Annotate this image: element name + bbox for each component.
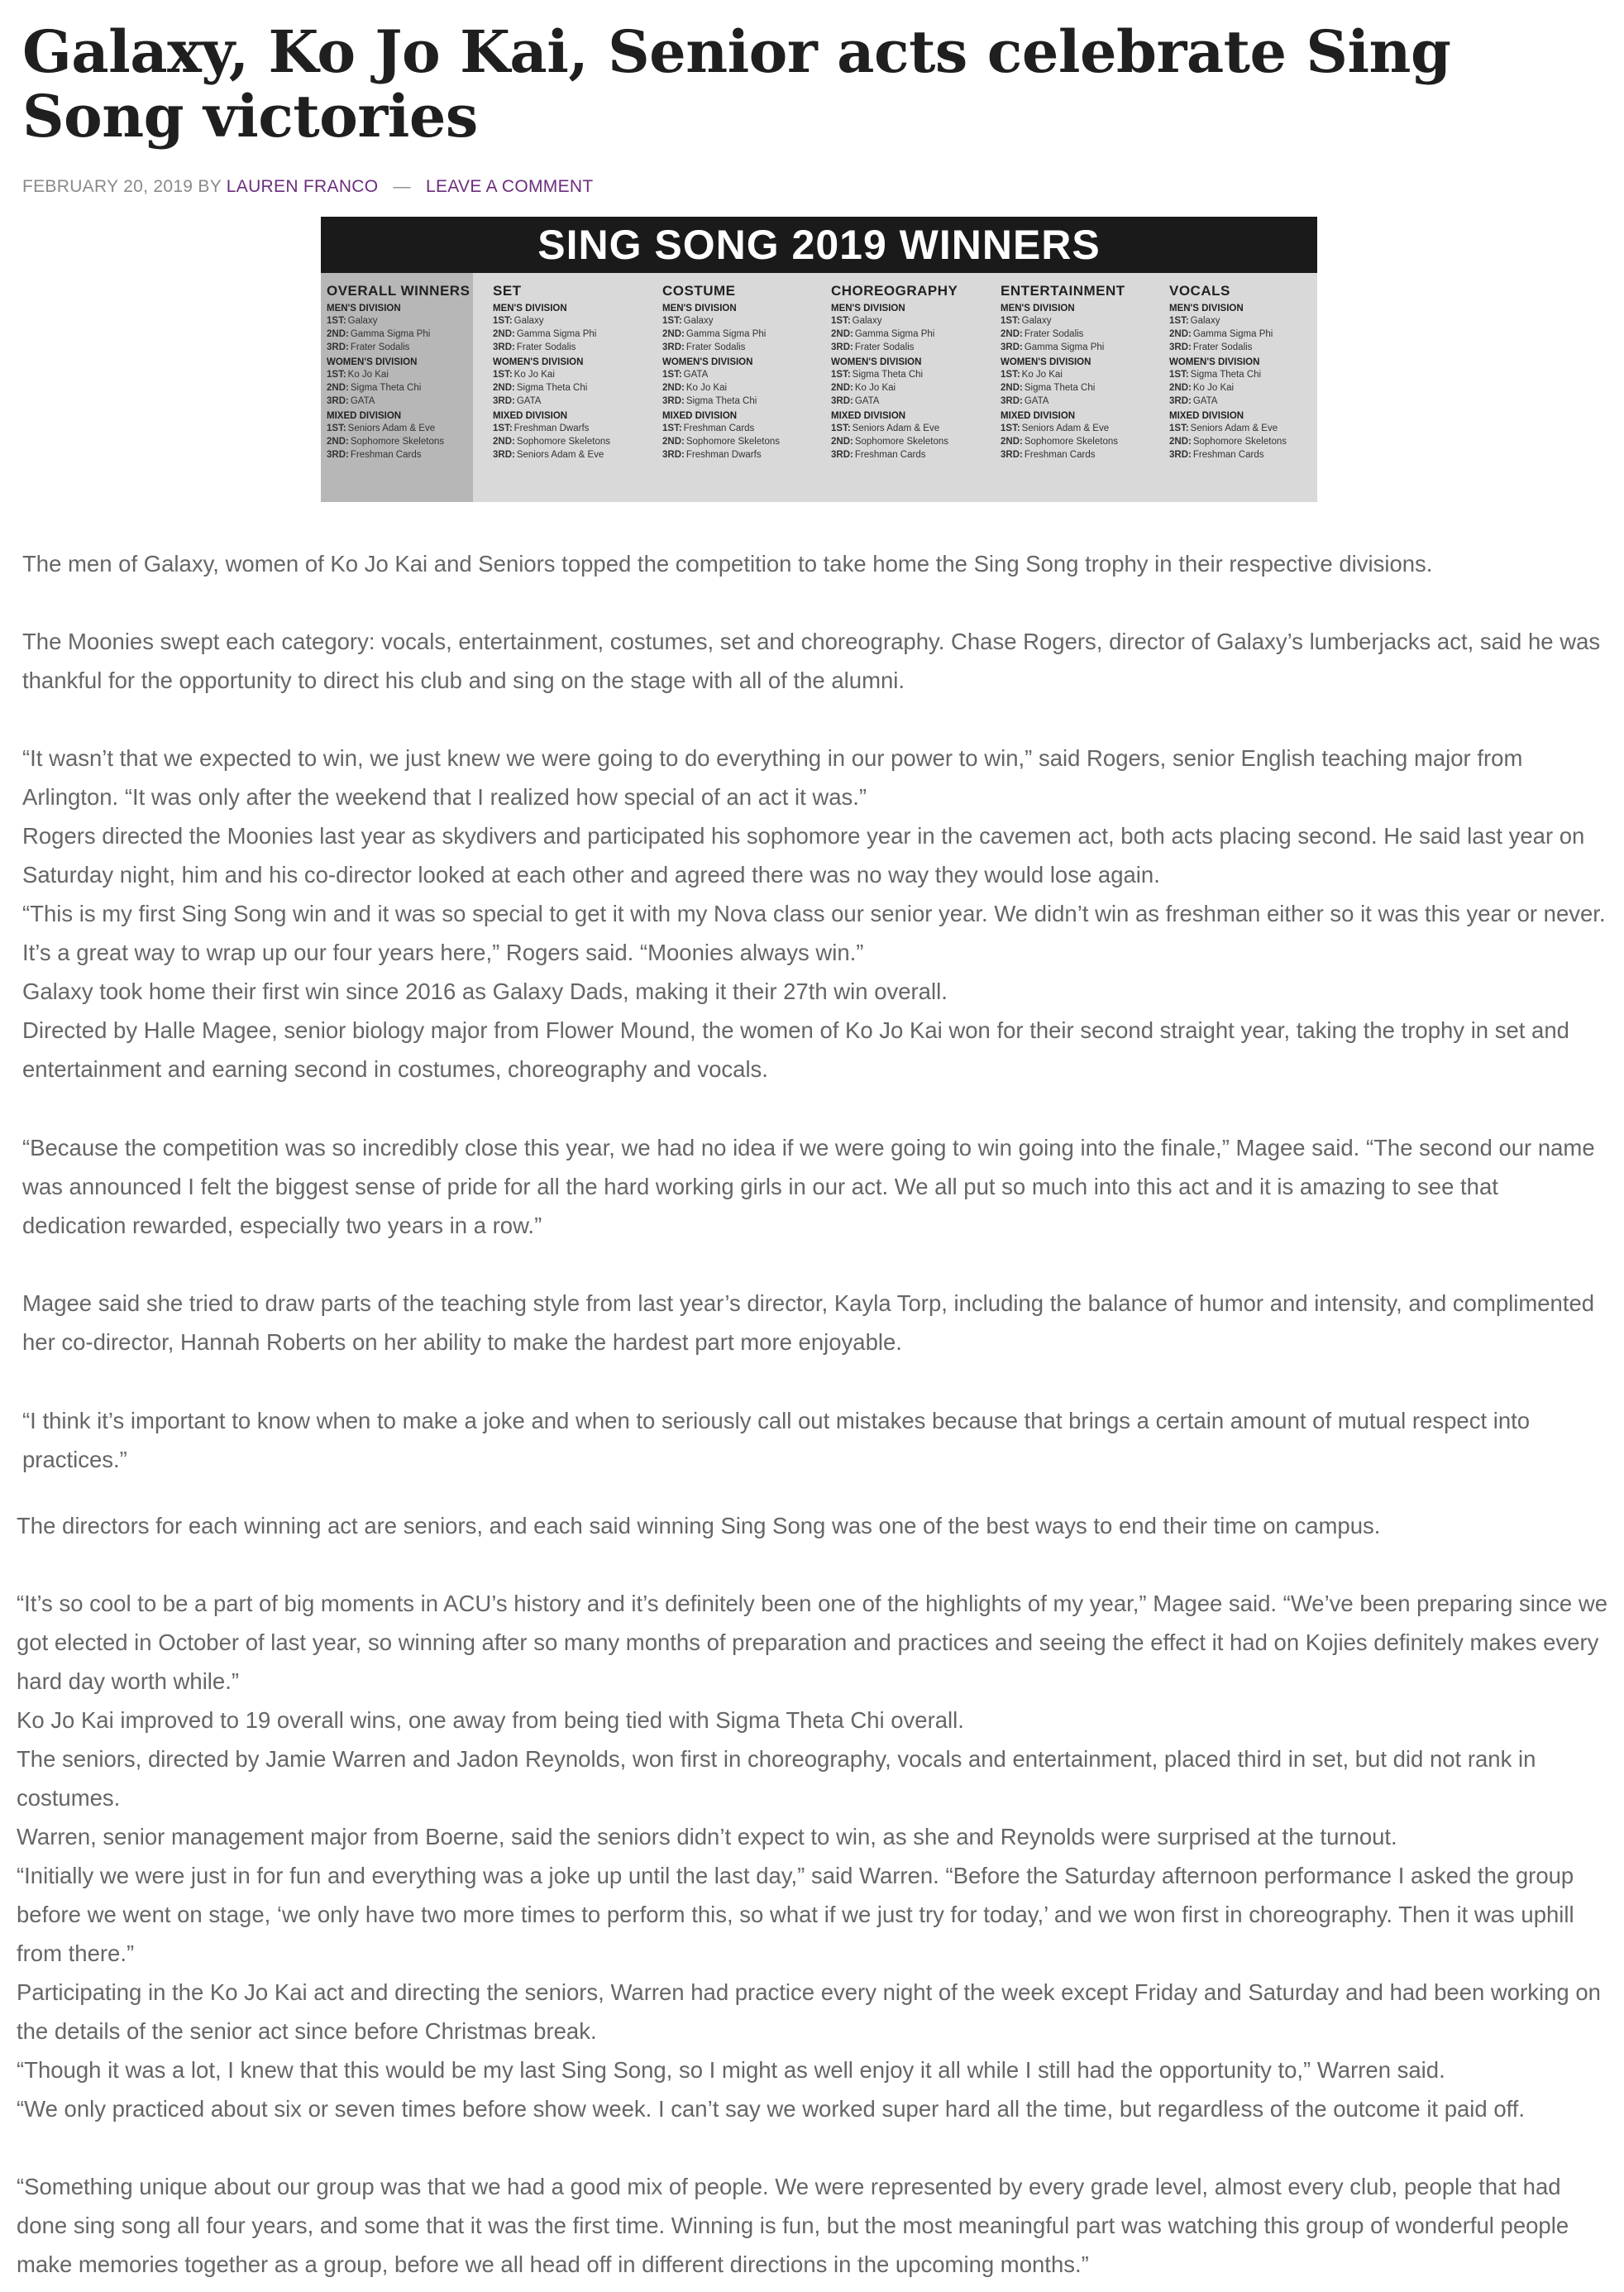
- paragraph: “Something unique about our group was that we had a good mix of people. We were represented by every grade level, almost every club, people that had done sing song all four years, and some that it was the first time. Winning is fun, but the most meaningful part was watching this group of wonderful people make memories together as a group, before we all head off in different directions in the upcoming months.”: [17, 2174, 1569, 2277]
- paragraph: The men of Galaxy, women of Ko Jo Kai and Seniors topped the competition to take home the Sing Song trophy in their respective divisions.: [22, 551, 1433, 577]
- placement-row: [1001, 314, 1166, 328]
- placement-rank: 3RD:: [327, 396, 349, 406]
- placement-rank: 1ST:: [831, 370, 851, 380]
- placement-rank: 3RD:: [327, 450, 349, 460]
- placement-winner: Sigma Theta Chi: [516, 383, 588, 393]
- placement-row: [1169, 381, 1317, 395]
- placement-row: [1001, 368, 1166, 381]
- division-label: MEN'S DIVISION: [493, 304, 567, 313]
- placement-row: [1169, 395, 1317, 408]
- paragraph: “Initially we were just in for fun and everything was a joke up until the last day,” said Warren. “Before the Saturday afternoon performance I asked the group before we went on stage, ‘we only have two more times to perform this, so what if we just try for today,’ and we won first in choreography. Then it was uphill from there.”: [17, 1863, 1574, 1966]
- placement-rank: 2ND:: [327, 383, 349, 393]
- division-label: MEN'S DIVISION: [327, 304, 401, 313]
- placement-row: [327, 328, 492, 341]
- placement-rank: 1ST:: [493, 370, 513, 380]
- placement-winner: Ko Jo Kai: [347, 370, 389, 380]
- placement-row: [1169, 448, 1317, 462]
- placement-row: [493, 314, 658, 328]
- placement-rank: 3RD:: [662, 396, 685, 406]
- placement-winner: Gamma Sigma Phi: [685, 329, 767, 339]
- placement-row: [831, 422, 996, 435]
- placement-row: [327, 395, 492, 408]
- paragraph: “It wasn’t that we expected to win, we just knew we were going to do everything in our power to win,” said Rogers, senior English teaching major from Arlington. “It was only after the weekend that I realized how special of an act it was.”: [22, 745, 1523, 810]
- placement-row: [1001, 381, 1166, 395]
- placement-winner: Freshman Cards: [683, 423, 755, 433]
- paragraph: “We only practiced about six or seven times before show week. I can’t say we worked super hard all the time, but regardless of the outcome it paid off.: [17, 2096, 1526, 2122]
- paragraph: The directors for each winning act are seniors, and each said winning Sing Song was one of the best ways to end their time on campus.: [17, 1513, 1381, 1538]
- placement-winner: Frater Sodalis: [350, 342, 410, 352]
- placement-rank: 1ST:: [662, 370, 682, 380]
- placement-rank: 2ND:: [493, 329, 515, 339]
- paragraph: “I think it’s important to know when to make a joke and when to seriously call out mistakes because that brings a certain amount of mutual respect into practices.”: [22, 1408, 1531, 1472]
- placement-winner: Frater Sodalis: [516, 342, 576, 352]
- winners-graphic: [321, 217, 1317, 502]
- placement-rank: 1ST:: [493, 423, 513, 433]
- placement-rank: 3RD:: [831, 342, 853, 352]
- placement-winner: Frater Sodalis: [1024, 329, 1084, 339]
- placement-rank: 3RD:: [1001, 342, 1023, 352]
- placement-winner: Gamma Sigma Phi: [516, 329, 597, 339]
- category-column: [327, 283, 492, 462]
- division-label: MEN'S DIVISION: [1169, 304, 1244, 313]
- placement-row: [662, 435, 828, 448]
- placement-row: [831, 368, 996, 381]
- placement-rank: 2ND:: [493, 437, 515, 447]
- placement-winner: Sophomore Skeletons: [685, 437, 780, 447]
- placement-winner: Ko Jo Kai: [685, 383, 728, 393]
- placement-rank: 2ND:: [662, 437, 685, 447]
- placement-row: [493, 381, 658, 395]
- placement-rank: 1ST:: [327, 423, 346, 433]
- placement-row: [662, 422, 828, 435]
- placement-winner: Seniors Adam & Eve: [1021, 423, 1110, 433]
- division-label: MIXED DIVISION: [1169, 411, 1244, 421]
- paragraph: Ko Jo Kai improved to 19 overall wins, one away from being tied with Sigma Theta Chi overall.: [17, 1707, 964, 1733]
- placement-rank: 1ST:: [662, 423, 682, 433]
- placement-row: [662, 314, 828, 328]
- placement-winner: Freshman Cards: [1024, 450, 1096, 460]
- placement-rank: 3RD:: [493, 450, 515, 460]
- placement-row: [327, 435, 492, 448]
- category-column: [662, 283, 828, 462]
- placement-rank: 1ST:: [1001, 316, 1020, 326]
- placement-row: [662, 381, 828, 395]
- placement-winner: Seniors Adam & Eve: [516, 450, 604, 460]
- placement-rank: 2ND:: [327, 329, 349, 339]
- paragraph: “Because the competition was so incredibly close this year, we had no idea if we were going to win going into the finale,” Magee said. “The second our name was announced I felt the biggest sense of pride for all the hard working girls in our act. We all put so much into this act and it is amazing to see that dedication rewarded, especially two years in a row.”: [22, 1135, 1595, 1238]
- placement-rank: 2ND:: [493, 383, 515, 393]
- placement-rank: 2ND:: [1001, 437, 1023, 447]
- category-heading: ENTERTAINMENT: [1001, 283, 1125, 299]
- placement-winner: Seniors Adam & Eve: [852, 423, 940, 433]
- placement-rank: 3RD:: [493, 342, 515, 352]
- placement-row: [327, 368, 492, 381]
- placement-rank: 2ND:: [1169, 437, 1192, 447]
- placement-rank: 1ST:: [1169, 423, 1189, 433]
- division-label: WOMEN'S DIVISION: [831, 357, 922, 367]
- placement-rank: 1ST:: [327, 316, 346, 326]
- placement-winner: Freshman Cards: [854, 450, 926, 460]
- paragraph: The seniors, directed by Jamie Warren and Jadon Reynolds, won first in choreography, vocals and entertainment, placed third in set, but did not rank in costumes.: [17, 1746, 1536, 1811]
- placement-rank: 1ST:: [1169, 316, 1189, 326]
- placement-rank: 1ST:: [1001, 423, 1020, 433]
- division-label: MEN'S DIVISION: [1001, 304, 1075, 313]
- placement-rank: 2ND:: [662, 383, 685, 393]
- division-label: MIXED DIVISION: [831, 411, 906, 421]
- placement-row: [1169, 368, 1317, 381]
- placement-row: [327, 341, 492, 354]
- placement-row: [1001, 435, 1166, 448]
- category-column: [1169, 283, 1317, 462]
- placement-rank: 2ND:: [662, 329, 685, 339]
- placement-winner: Sophomore Skeletons: [516, 437, 610, 447]
- placement-rank: 3RD:: [1169, 396, 1192, 406]
- placement-rank: 1ST:: [662, 316, 682, 326]
- paragraph: “Though it was a lot, I knew that this would be my last Sing Song, so I might as well enjoy it all while I still had the opportunity to,” Warren said.: [17, 2057, 1445, 2083]
- category-heading: CHOREOGRAPHY: [831, 283, 958, 299]
- placement-row: [831, 328, 996, 341]
- division-label: MIXED DIVISION: [1001, 411, 1076, 421]
- placement-row: [831, 448, 996, 462]
- placement-row: [327, 448, 492, 462]
- placement-row: [1169, 314, 1317, 328]
- placement-rank: 1ST:: [1169, 370, 1189, 380]
- placement-winner: Ko Jo Kai: [513, 370, 555, 380]
- placement-winner: GATA: [1192, 396, 1218, 406]
- placement-winner: GATA: [1024, 396, 1049, 406]
- paragraph: Magee said she tried to draw parts of the teaching style from last year’s director, Kayla Torp, including the balance of humor and intensity, and complimented her co-director, Hannah Roberts on her ability to make the hardest part more enjoyable.: [22, 1290, 1595, 1355]
- paragraph: Warren, senior management major from Boerne, said the seniors didn’t expect to win, as she and Reynolds were surprised at the turnout.: [17, 1824, 1397, 1849]
- placement-rank: 3RD:: [1169, 450, 1192, 460]
- placement-winner: Freshman Dwarfs: [685, 450, 762, 460]
- placement-row: [831, 435, 996, 448]
- category-heading: SET: [493, 283, 522, 299]
- placement-winner: Galaxy: [1021, 316, 1052, 326]
- paragraph: The Moonies swept each category: vocals, entertainment, costumes, set and choreography. Chase Rogers, director of Galaxy’s lumberjacks act, said he was thankful for the opportunity to direct his club and sing on the stage with all of the alumni.: [22, 629, 1601, 693]
- placement-winner: Freshman Cards: [1192, 450, 1264, 460]
- placement-winner: GATA: [683, 370, 709, 380]
- placement-rank: 3RD:: [327, 342, 349, 352]
- placement-winner: Galaxy: [1190, 316, 1220, 326]
- author-link[interactable]: LAUREN FRANCO: [226, 177, 379, 196]
- paragraph: Participating in the Ko Jo Kai act and directing the seniors, Warren had practice every night of the week except Friday and Saturday and had been working on the details of the senior act since before Christmas break.: [17, 1979, 1601, 2044]
- placement-row: [1001, 328, 1166, 341]
- placement-rank: 2ND:: [831, 329, 853, 339]
- division-label: WOMEN'S DIVISION: [662, 357, 753, 367]
- category-heading: VOCALS: [1169, 283, 1230, 299]
- placement-rank: 1ST:: [327, 370, 346, 380]
- placement-rank: 2ND:: [1001, 329, 1023, 339]
- division-label: MIXED DIVISION: [493, 411, 568, 421]
- placement-rank: 3RD:: [662, 450, 685, 460]
- paragraph: Rogers directed the Moonies last year as skydivers and participated his sophomore year in the cavemen act, both acts placing second. He said last year on Saturday night, him and his co-director looked at each other and agreed there was no way they would lose again.: [22, 823, 1585, 888]
- placement-row: [493, 328, 658, 341]
- placement-row: [1001, 395, 1166, 408]
- placement-row: [327, 381, 492, 395]
- division-label: WOMEN'S DIVISION: [1169, 357, 1260, 367]
- placement-winner: Frater Sodalis: [1192, 342, 1253, 352]
- category-heading: COSTUME: [662, 283, 736, 299]
- placement-row: [493, 395, 658, 408]
- placement-winner: Sigma Theta Chi: [852, 370, 924, 380]
- placement-row: [662, 328, 828, 341]
- placement-rank: 1ST:: [831, 423, 851, 433]
- placement-row: [1169, 341, 1317, 354]
- placement-winner: Gamma Sigma Phi: [1024, 342, 1105, 352]
- placement-winner: Galaxy: [852, 316, 882, 326]
- placement-rank: 3RD:: [493, 396, 515, 406]
- placement-rank: 3RD:: [1001, 450, 1023, 460]
- placement-row: [662, 448, 828, 462]
- placement-row: [1169, 435, 1317, 448]
- placement-rank: 2ND:: [327, 437, 349, 447]
- placement-row: [1001, 448, 1166, 462]
- paragraph: “This is my first Sing Song win and it was so special to get it with my Nova class our senior year. We didn’t win as freshman either so it was this year or never. It’s a great way to wrap up our four years here,” Rogers said. “Moonies always win.”: [22, 901, 1606, 965]
- placement-winner: Sigma Theta Chi: [1024, 383, 1096, 393]
- placement-rank: 1ST:: [493, 316, 513, 326]
- placement-row: [662, 341, 828, 354]
- placement-rank: 2ND:: [1169, 329, 1192, 339]
- division-label: MEN'S DIVISION: [662, 304, 737, 313]
- placement-rank: 2ND:: [1001, 383, 1023, 393]
- category-column: [493, 283, 658, 462]
- placement-winner: Gamma Sigma Phi: [1192, 329, 1273, 339]
- placement-winner: Gamma Sigma Phi: [350, 329, 431, 339]
- placement-row: [1001, 341, 1166, 354]
- paragraph: “It’s so cool to be a part of big moments in ACU’s history and it’s definitely been one of the highlights of my year,” Magee said. “We’ve been preparing since we got elected in October of last year, so winning after so many months of preparation and practices and seeing the effect it had on Kojies definitely makes every hard day worth while.”: [17, 1591, 1608, 1694]
- placement-row: [831, 395, 996, 408]
- placement-winner: Frater Sodalis: [854, 342, 915, 352]
- placement-rank: 3RD:: [831, 396, 853, 406]
- placement-row: [1001, 422, 1166, 435]
- category-heading: OVERALL WINNERS: [327, 283, 470, 299]
- placement-winner: Seniors Adam & Eve: [1190, 423, 1278, 433]
- placement-winner: Galaxy: [683, 316, 714, 326]
- placement-winner: Sigma Theta Chi: [685, 396, 757, 406]
- placement-winner: Sophomore Skeletons: [350, 437, 444, 447]
- placement-row: [1169, 422, 1317, 435]
- division-label: WOMEN'S DIVISION: [327, 357, 418, 367]
- placement-rank: 3RD:: [1169, 342, 1192, 352]
- placement-winner: Gamma Sigma Phi: [854, 329, 935, 339]
- placement-rank: 3RD:: [1001, 396, 1023, 406]
- placement-rank: 3RD:: [831, 450, 853, 460]
- placement-row: [493, 435, 658, 448]
- placement-winner: Frater Sodalis: [685, 342, 746, 352]
- placement-rank: 3RD:: [662, 342, 685, 352]
- placement-rank: 2ND:: [831, 437, 853, 447]
- placement-winner: Freshman Dwarfs: [513, 423, 590, 433]
- placement-winner: Sigma Theta Chi: [350, 383, 422, 393]
- placement-rank: 1ST:: [1001, 370, 1020, 380]
- placement-row: [662, 395, 828, 408]
- placement-winner: GATA: [854, 396, 880, 406]
- placement-winner: Galaxy: [513, 316, 544, 326]
- paragraph: Directed by Halle Magee, senior biology major from Flower Mound, the women of Ko Jo Kai won for their second straight year, taking the trophy in set and entertainment and earning second in costumes, choreography and vocals.: [22, 1017, 1569, 1082]
- placement-row: [662, 368, 828, 381]
- placement-winner: GATA: [516, 396, 542, 406]
- placement-row: [327, 314, 492, 328]
- division-label: MEN'S DIVISION: [831, 304, 905, 313]
- article-meta: [22, 177, 593, 197]
- placement-row: [327, 422, 492, 435]
- placement-winner: GATA: [350, 396, 375, 406]
- meta-separator: —: [393, 177, 411, 196]
- placement-row: [831, 341, 996, 354]
- paragraph: Galaxy took home their first win since 2016 as Galaxy Dads, making it their 27th win overall.: [22, 979, 948, 1004]
- placement-winner: Ko Jo Kai: [1021, 370, 1063, 380]
- placement-row: [493, 422, 658, 435]
- placement-row: [1169, 328, 1317, 341]
- division-label: MIXED DIVISION: [662, 411, 738, 421]
- placement-rank: 1ST:: [831, 316, 851, 326]
- category-column: [831, 283, 996, 462]
- by-label: BY: [198, 177, 222, 196]
- division-label: WOMEN'S DIVISION: [1001, 357, 1091, 367]
- placement-winner: Sigma Theta Chi: [1190, 370, 1262, 380]
- placement-winner: Freshman Cards: [350, 450, 422, 460]
- division-label: WOMEN'S DIVISION: [493, 357, 584, 367]
- placement-winner: Ko Jo Kai: [1192, 383, 1235, 393]
- leave-comment-link[interactable]: LEAVE A COMMENT: [425, 177, 594, 196]
- placement-rank: 2ND:: [831, 383, 853, 393]
- placement-row: [493, 448, 658, 462]
- placement-winner: Sophomore Skeletons: [854, 437, 948, 447]
- post-date: FEBRUARY 20, 2019: [22, 177, 193, 196]
- category-column: [1001, 283, 1166, 462]
- graphic-banner: SING SONG 2019 WINNERS: [321, 217, 1317, 273]
- placement-row: [493, 368, 658, 381]
- placement-row: [831, 381, 996, 395]
- placement-winner: Seniors Adam & Eve: [347, 423, 436, 433]
- article-title: Galaxy, Ko Jo Kai, Senior acts celebrate Sing Song victories: [22, 17, 1451, 151]
- placement-winner: Galaxy: [347, 316, 378, 326]
- placement-winner: Ko Jo Kai: [854, 383, 896, 393]
- division-label: MIXED DIVISION: [327, 411, 402, 421]
- placement-row: [493, 341, 658, 354]
- placement-winner: Sophomore Skeletons: [1024, 437, 1118, 447]
- placement-winner: Sophomore Skeletons: [1192, 437, 1287, 447]
- placement-row: [831, 314, 996, 328]
- placement-rank: 2ND:: [1169, 383, 1192, 393]
